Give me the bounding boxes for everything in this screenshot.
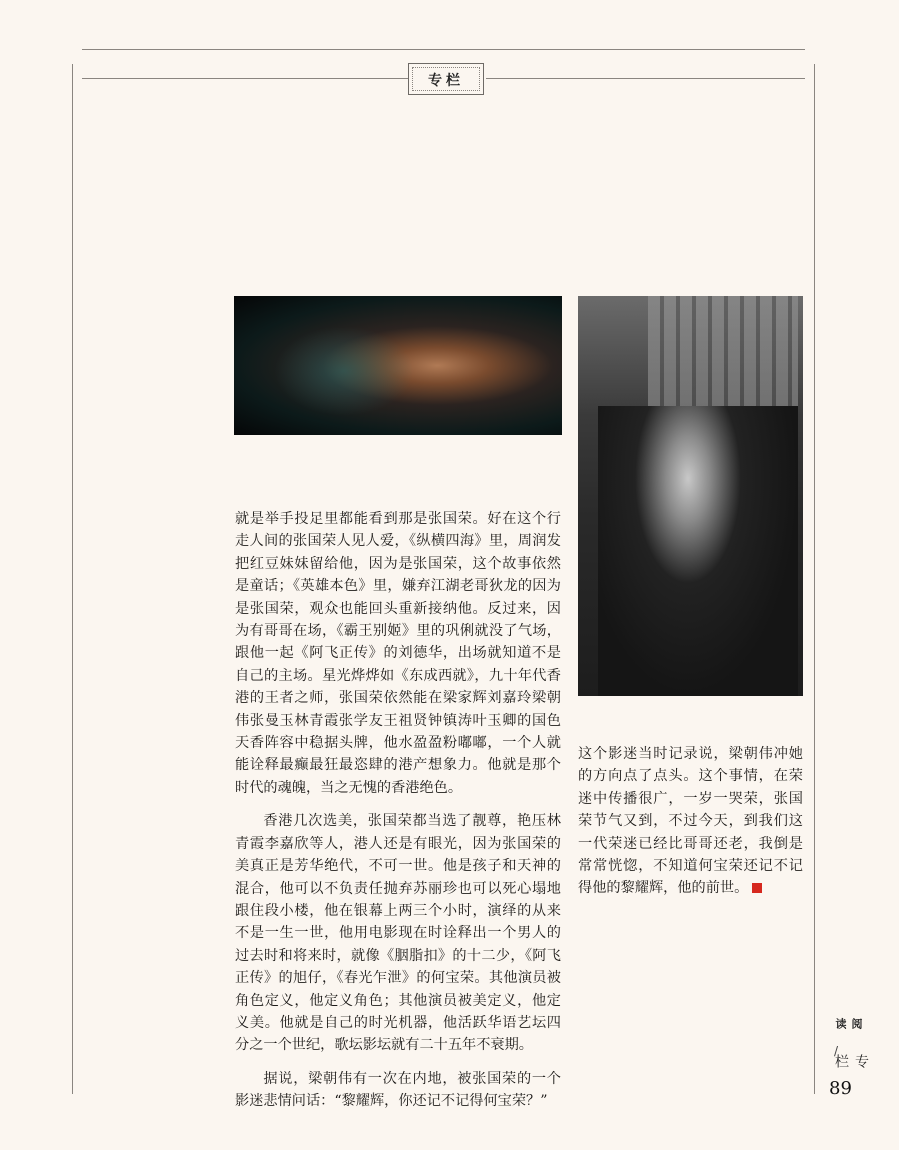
end-mark-icon [752, 883, 762, 893]
top-rule [82, 49, 805, 50]
footer-section-label: 专栏 [833, 1054, 869, 1069]
photo-glow [274, 326, 414, 416]
paragraph-3: 据说，梁朝伟有一次在内地，被张国荣的一个影迷悲情问话：“黎耀辉，你还记不记得何宝荣？” [235, 1070, 561, 1110]
paragraph-4-text: 这个影迷当时记录说，梁朝伟冲她的方向点了点头。这个事情，在荣迷中传播很广，一岁一哭荣，张国荣节气又到，不过今天，到我们这一代荣迷已经比哥哥还老，我倒是常常恍惚，不知道何宝荣还记不记得他的黎耀辉，他的前世。 [578, 746, 803, 897]
article-right-column [578, 743, 803, 900]
section-badge [408, 63, 484, 95]
magazine-name: 阅读 [834, 1018, 863, 1030]
slash-divider: / [834, 1044, 839, 1058]
film-still-photo [234, 296, 562, 435]
right-margin-line [814, 64, 815, 1094]
section-label: 专栏 [428, 73, 464, 89]
article-left-column [235, 508, 561, 1113]
left-margin-line [72, 64, 73, 1094]
header-rule-right [486, 78, 805, 79]
paragraph-1: 就是举手投足里都能看到那是张国荣。好在这个行走人间的张国荣人见人爱，《纵横四海》里，周润发把红豆妹妹留给他，因为是张国荣，这个故事依然是童话；《英雄本色》里，嫌弃江湖老哥狄龙的因为是张国荣，观众也能回头重新接纳他。反过来，因为有哥哥在场，《霸王别姬》里的巩俐就没了气场，跟他一起《阿飞正传》的刘德华，出场就知道不是自己的主场。星光烨烨如《东成西就》，九十年代香港的王者之师，张国荣依然能在梁家辉刘嘉玲梁朝伟张曼玉林青霞张学友王祖贤钟镇涛叶玉卿的国色天香阵容中稳据头牌，他水盈盈粉嘟嘟，一个人就能诠释最癫最狂最恣肆的港产想象力。他就是那个时代的魂魄，当之无愧的香港绝色。 [235, 511, 561, 796]
header-rule-left [82, 78, 408, 79]
paragraph-2: 香港几次选美，张国荣都当选了靓尊，艳压林青霞李嘉欣等人，港人还是有眼光，因为张国荣的美真正是芳华绝代，不可一世。他是孩子和天神的混合，他可以不负责任抛弃苏丽珍也可以死心塌地跟住段小楼，他在银幕上两三个小时，演绎的从来不是一生一世，他用电影现在时诠释出一个男人的过去时和将来时，就像《胭脂扣》的十二少，《阿飞正传》的旭仔，《春光乍泄》的何宝荣。其他演员被角色定义，他定义角色；其他演员被美定义，他定义美。他就是自己的时光机器，他活跃华语艺坛四分之一个世纪，歌坛影坛就有二十五年不衰期。 [235, 813, 561, 1054]
portrait-photo [578, 296, 803, 696]
paragraph-4 [578, 743, 803, 900]
page-number: 89 [829, 1078, 852, 1099]
photo-figure [598, 406, 798, 696]
